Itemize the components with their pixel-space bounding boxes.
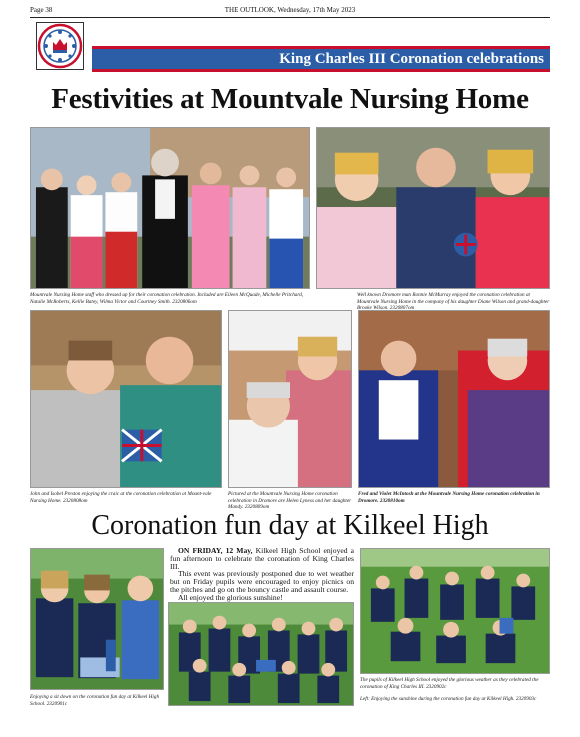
story-p2: This event was previously postponed due to wet weather but on Friday pupils were encouraged to enjoy picnics on the pitches and go on the bouncy castle and assault course.: [170, 569, 354, 594]
photo-kilkeel-picnic-group: [168, 602, 354, 706]
caption-kilkeel-pupils: The pupils of Kilkeel High School enjoyed the glorious weather as they celebrated the coronation of King Charles III. 2320902c: [360, 677, 539, 690]
page-header: [30, 4, 550, 16]
caption-fred-violet-mcintosh: Fred and Violet McIntosh at the Mountvale Nursing Home coronation celebration in Dromore. 2320810om: [358, 491, 540, 504]
caption-ronnie-mcmurray: Well known Dromore man Ronnie McMurray enjoyed the coronation celebration at Mountvale Nursing Home in the company of his daughter Diane Wilson and grand-daughter Brooke Wilson. 2320807om: [357, 292, 550, 312]
photo-staff-dressed-up: [30, 127, 310, 289]
coronation-emblem-icon: [36, 22, 84, 70]
banner-title: King Charles III Coronation celebrations: [279, 50, 544, 67]
photo-fred-violet-mcintosh: [358, 310, 550, 488]
caption-kilkeel-sit-down: Enjoying a sit down on the coronation fun day at Kilkeel High School. 2320901c: [30, 694, 160, 707]
story-p1: Kilkeel High School enjoyed a fun afternoon to celebrate the coronation of King Charles III.: [170, 546, 354, 571]
caption-helen-lyness-mandy: Pictured at the Mountvale Nursing Home coronation celebration in Dromore are Helen Lyness and her daughter Mandy. 2320809om: [228, 491, 352, 511]
section-banner: [92, 46, 550, 72]
headline-kilkeel: Coronation fun day at Kilkeel High: [91, 510, 489, 541]
caption-kilkeel-sunshine: Left: Enjoying the sunshine during the coronation fun day at Kilkeel High. 2320903c: [360, 696, 537, 702]
story-lead: ON FRIDAY, 12 May,: [178, 546, 253, 555]
photo-kilkeel-pupils-grass: [360, 548, 550, 674]
photo-ronnie-mcmurray: [316, 127, 550, 289]
photo-john-isobel-preston: [30, 310, 222, 488]
caption-john-isobel-preston: John and Isobel Preston enjoying the craic at the coronation celebration at Mount-vale Nursing Home. 2320808om: [30, 491, 212, 504]
photo-helen-lyness-mandy: [228, 310, 352, 488]
story-kilkeel: [170, 547, 354, 602]
page-number: Page 38: [30, 6, 53, 14]
photo-kilkeel-sit-down: [30, 548, 164, 690]
caption-staff-dressed-up: Mountvale Nursing Home staff who dressed up for their coronation celebration. Included are Eileen McQuade, Michelle Pritchard, Natalie McRoberts, Kellie Batey, Wilma Victor and Courtney Smith. 2320806om: [30, 292, 304, 305]
headline-mountvale: Festivities at Mountvale Nursing Home: [51, 83, 529, 115]
story-p3: All enjoyed the glorious sunshine!: [178, 592, 283, 602]
header-rule: [30, 17, 550, 18]
publication-dateline: THE OUTLOOK, Wednesday, 17th May 2023: [224, 6, 356, 14]
